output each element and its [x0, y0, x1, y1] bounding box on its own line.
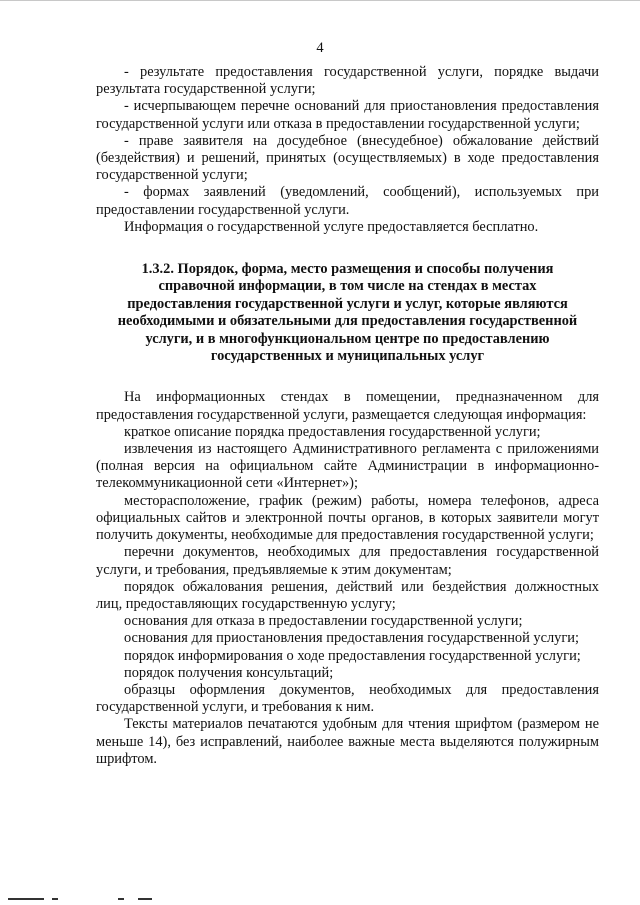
paragraph-result-info: - результате предоставления государственной услуги, порядке выдачи результата государственной услуги;: [96, 64, 599, 98]
paragraph-font-requirements: Тексты материалов печатаются удобным для чтения шрифтом (размером не меньше 14), без исправлений, наиболее важные места выделяются полужирным шрифтом.: [96, 716, 599, 767]
paragraph-grounds-list: - исчерпывающем перечне оснований для приостановления предоставления государственной услуги или отказа в предоставлении государственной услуги;: [96, 98, 599, 132]
paragraph-list-item: порядок обжалования решения, действий или бездействия должностных лиц, предоставляющих государственную услугу;: [96, 578, 599, 612]
paragraph-list-item: краткое описание порядка предоставления государственной услуги;: [124, 423, 541, 440]
scan-mark: [118, 898, 124, 900]
scan-mark: [8, 898, 44, 900]
paragraph-list-item: извлечения из настоящего Административного регламента с приложениями (полная версия на официальном сайте Администрации в информационно-телекоммуникационной сети «Интернет»);: [96, 441, 599, 492]
paragraph-free-info: Информация о государственной услуге предоставляется бесплатно.: [124, 218, 539, 235]
scan-mark: [52, 898, 58, 900]
paragraph-application-forms: - формах заявлений (уведомлений, сообщений), используемых при предоставлении государственной услуги.: [96, 184, 599, 218]
paragraph-list-item: основания для приостановления предоставления государственной услуги;: [124, 630, 579, 647]
paragraph-list-item: месторасположение, график (режим) работы, номера телефонов, адреса официальных сайтов и электронной почты органов, в которых заявители могут получить документы, необходимые для предоставления государственной услуги;: [96, 492, 599, 544]
paragraph-list-item: перечни документов, необходимых для предоставления государственной услуги, и требования, предъявляемые к этим документам;: [96, 544, 599, 578]
paragraph-list-item: основания для отказа в предоставлении государственной услуги;: [124, 613, 523, 630]
page-number: 4: [316, 40, 324, 56]
top-edge-line: [0, 0, 640, 1]
scan-mark: [138, 898, 152, 900]
paragraph-appeal-right: - праве заявителя на досудебное (внесудебное) обжалование действий (бездействия) и решений, принятых (осуществляемых) в ходе предоставления государственной услуги;: [96, 132, 599, 184]
section-heading: 1.3.2. Порядок, форма, место размещения и способы получения справочной информации, в том числе на стендах в местах предоставления государственной услуги и услуг, которые являются необходимыми и обязательными для предоставления государственной услуги, и в многофункциональном центре по предоставлению государственных и муниципальных услуг: [117, 261, 578, 365]
paragraph-list-item: образцы оформления документов, необходимых для предоставления государственной услуги, и требования к ним.: [96, 681, 599, 716]
scan-edge-marks: [0, 890, 640, 905]
paragraph-list-item: порядок информирования о ходе предоставления государственной услуги;: [124, 647, 581, 664]
paragraph-stands-intro: На информационных стендах в помещении, предназначенном для предоставления государственной услуги, размещается следующая информация:: [96, 389, 599, 423]
document-body: [96, 64, 599, 768]
paragraph-list-item: порядок получения консультаций;: [124, 664, 334, 681]
